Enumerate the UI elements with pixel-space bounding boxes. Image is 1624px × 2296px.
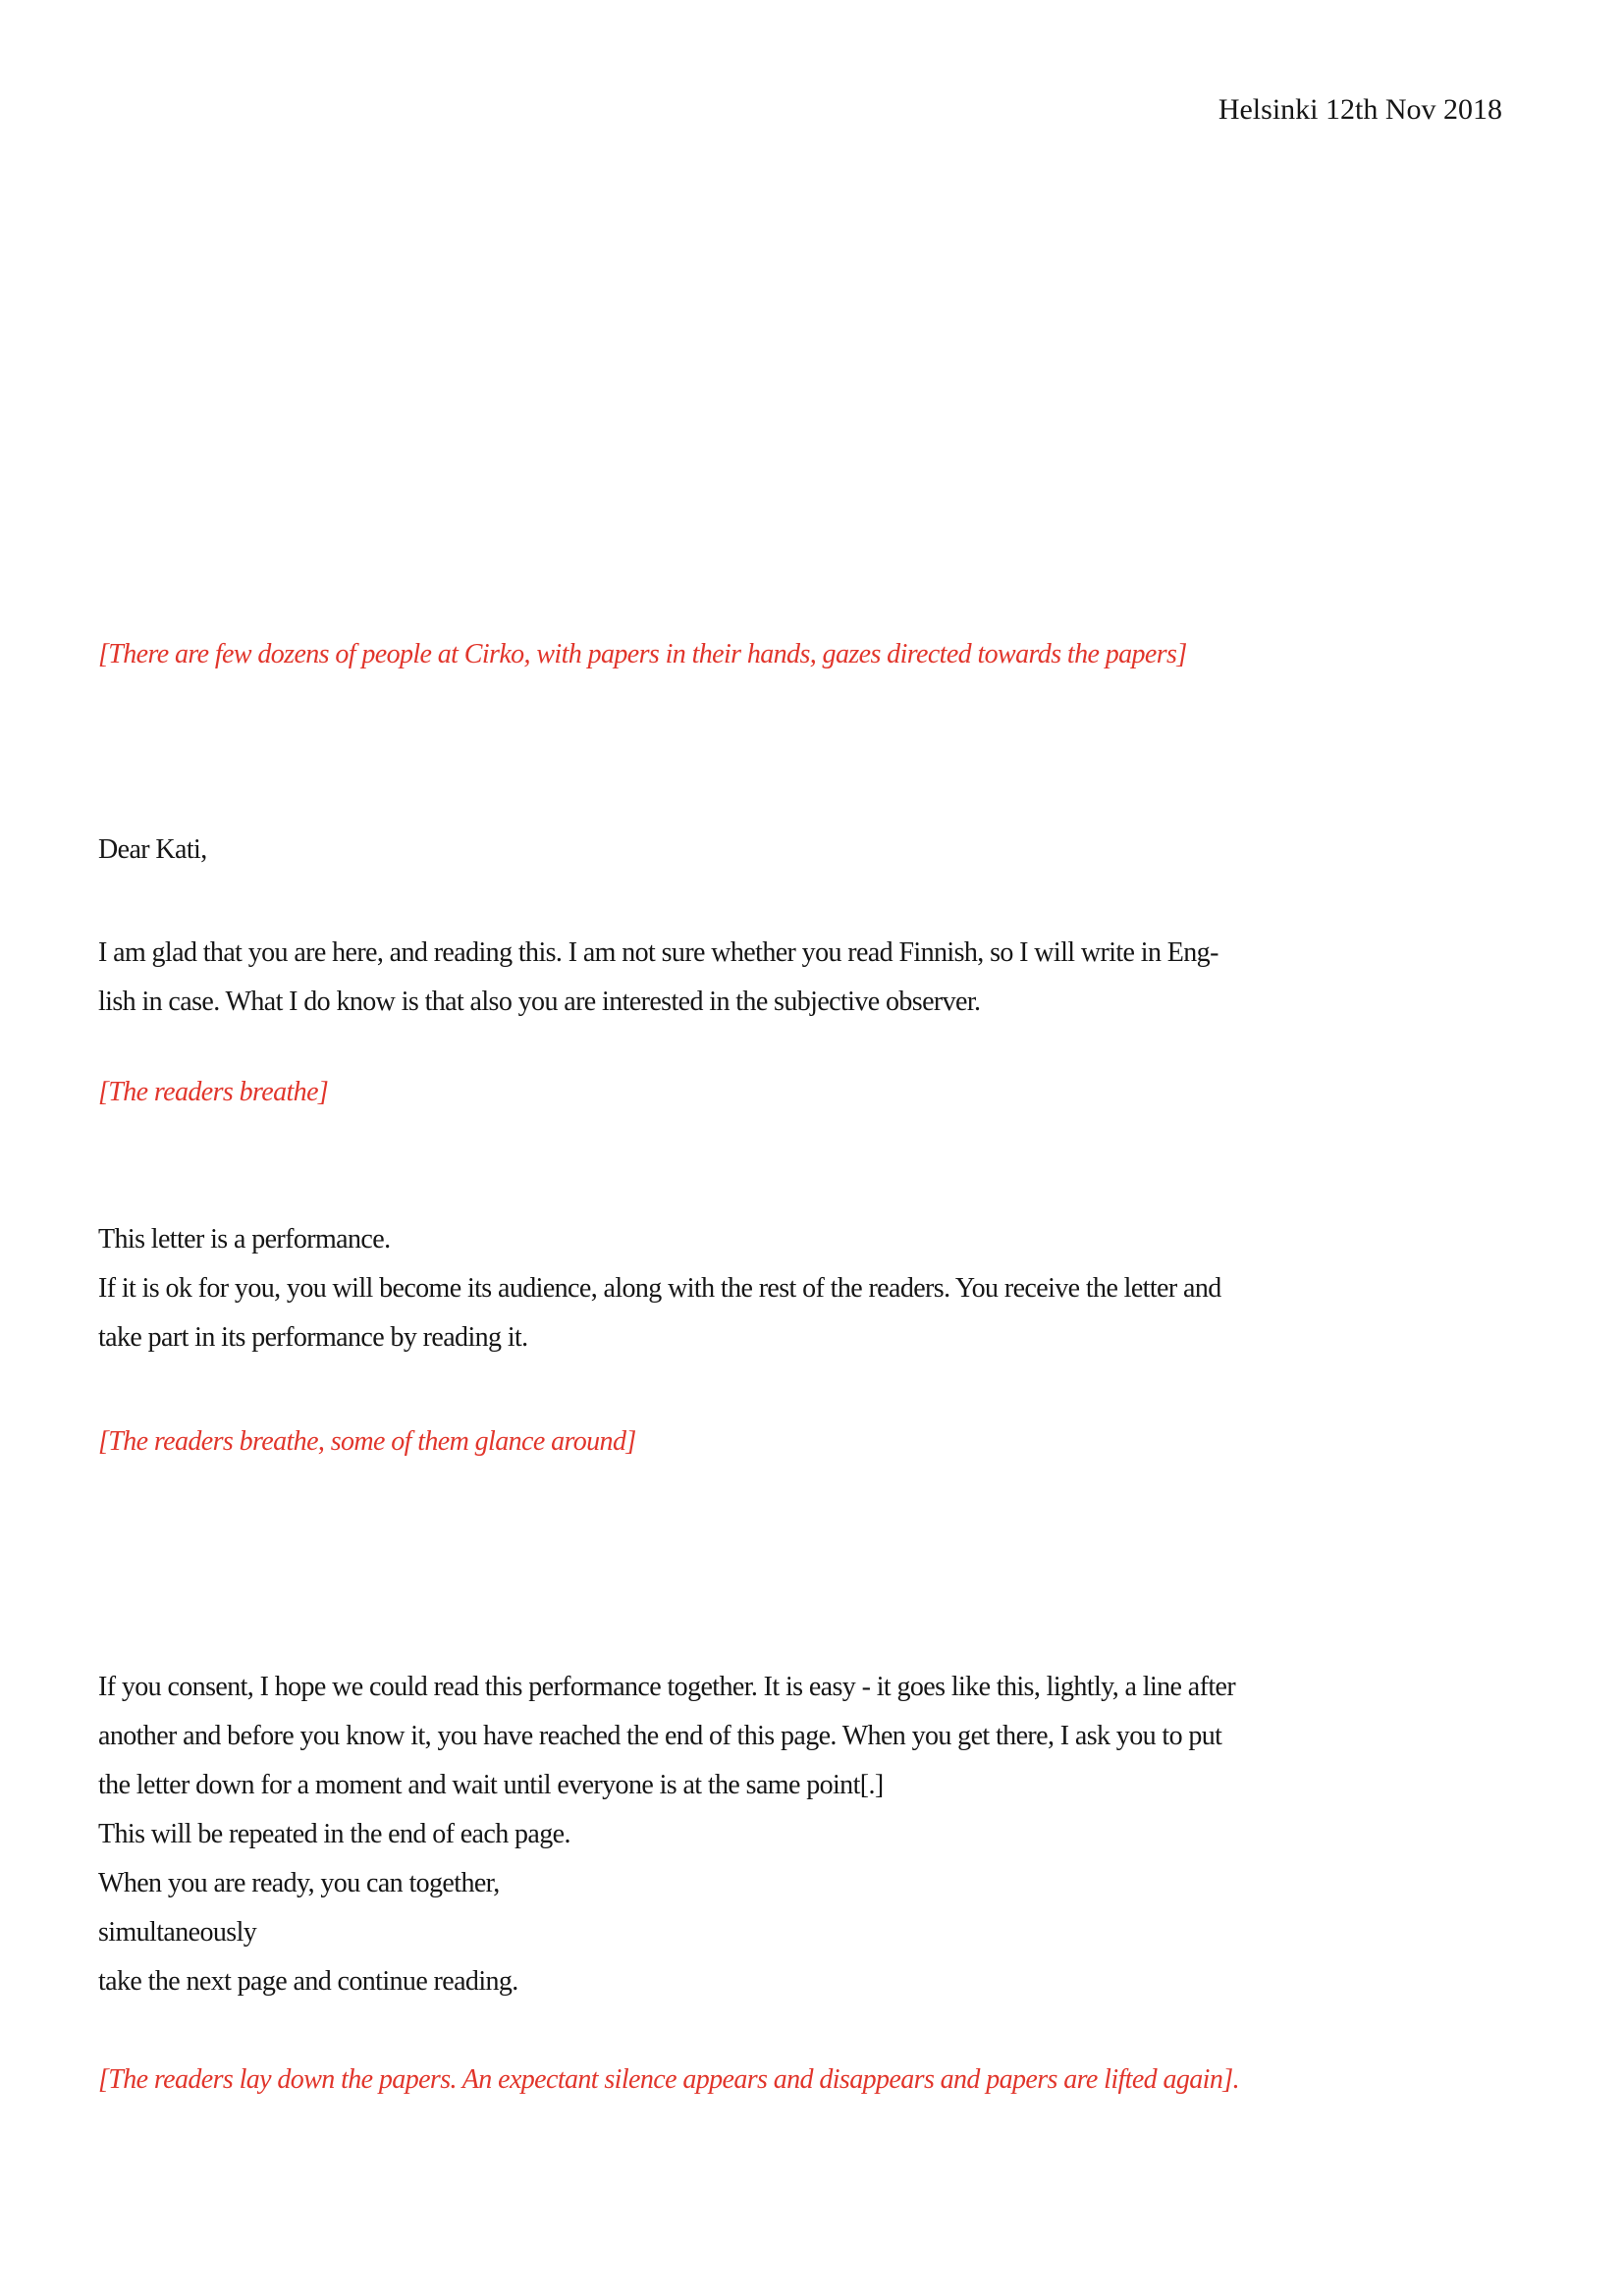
- body-line: another and before you know it, you have reached the end of this page. When you get there, I ask you to put: [98, 1721, 1222, 1751]
- salutation: [98, 826, 207, 875]
- body-line: simultaneously: [98, 1917, 257, 1948]
- body-line: take part in its performance by reading it.: [98, 1322, 528, 1353]
- date-line: Helsinki 12th Nov 2018: [1218, 93, 1502, 126]
- stage-direction-line: [The readers breathe, some of them glance around]: [98, 1426, 636, 1457]
- stage-direction-line: [The readers breathe]: [98, 1077, 329, 1107]
- body-paragraph: [98, 1663, 1235, 2006]
- body-paragraph: [98, 1215, 1221, 1362]
- body-line: I am glad that you are here, and reading this. I am not sure whether you read Finnish, so I will write in Eng-: [98, 937, 1218, 968]
- body-line: the letter down for a moment and wait until everyone is at the same point[.]: [98, 1770, 884, 1800]
- stage-direction: [98, 1068, 328, 1117]
- stage-direction-line: [There are few dozens of people at Cirko, with papers in their hands, gazes directed towards the papers]: [98, 639, 1187, 669]
- stage-direction-line: [The readers lay down the papers. An expectant silence appears and disappears and papers are lifted again].: [98, 2064, 1239, 2095]
- salutation-line: Dear Kati,: [98, 834, 207, 865]
- body-line: This letter is a performance.: [98, 1224, 391, 1255]
- body-line: This will be repeated in the end of each page.: [98, 1819, 570, 1849]
- body-line: If you consent, I hope we could read this performance together. It is easy - it goes like this, lightly, a line after: [98, 1672, 1236, 1702]
- stage-direction: [98, 2056, 1239, 2105]
- stage-direction: [98, 1417, 636, 1467]
- body-paragraph: [98, 929, 1218, 1027]
- stage-direction: [98, 630, 1187, 679]
- body-line: lish in case. What I do know is that also you are interested in the subjective observer.: [98, 987, 981, 1017]
- body-line: take the next page and continue reading.: [98, 1966, 518, 1997]
- body-line: When you are ready, you can together,: [98, 1868, 500, 1898]
- body-line: If it is ok for you, you will become its audience, along with the rest of the readers. You receive the letter and: [98, 1273, 1221, 1304]
